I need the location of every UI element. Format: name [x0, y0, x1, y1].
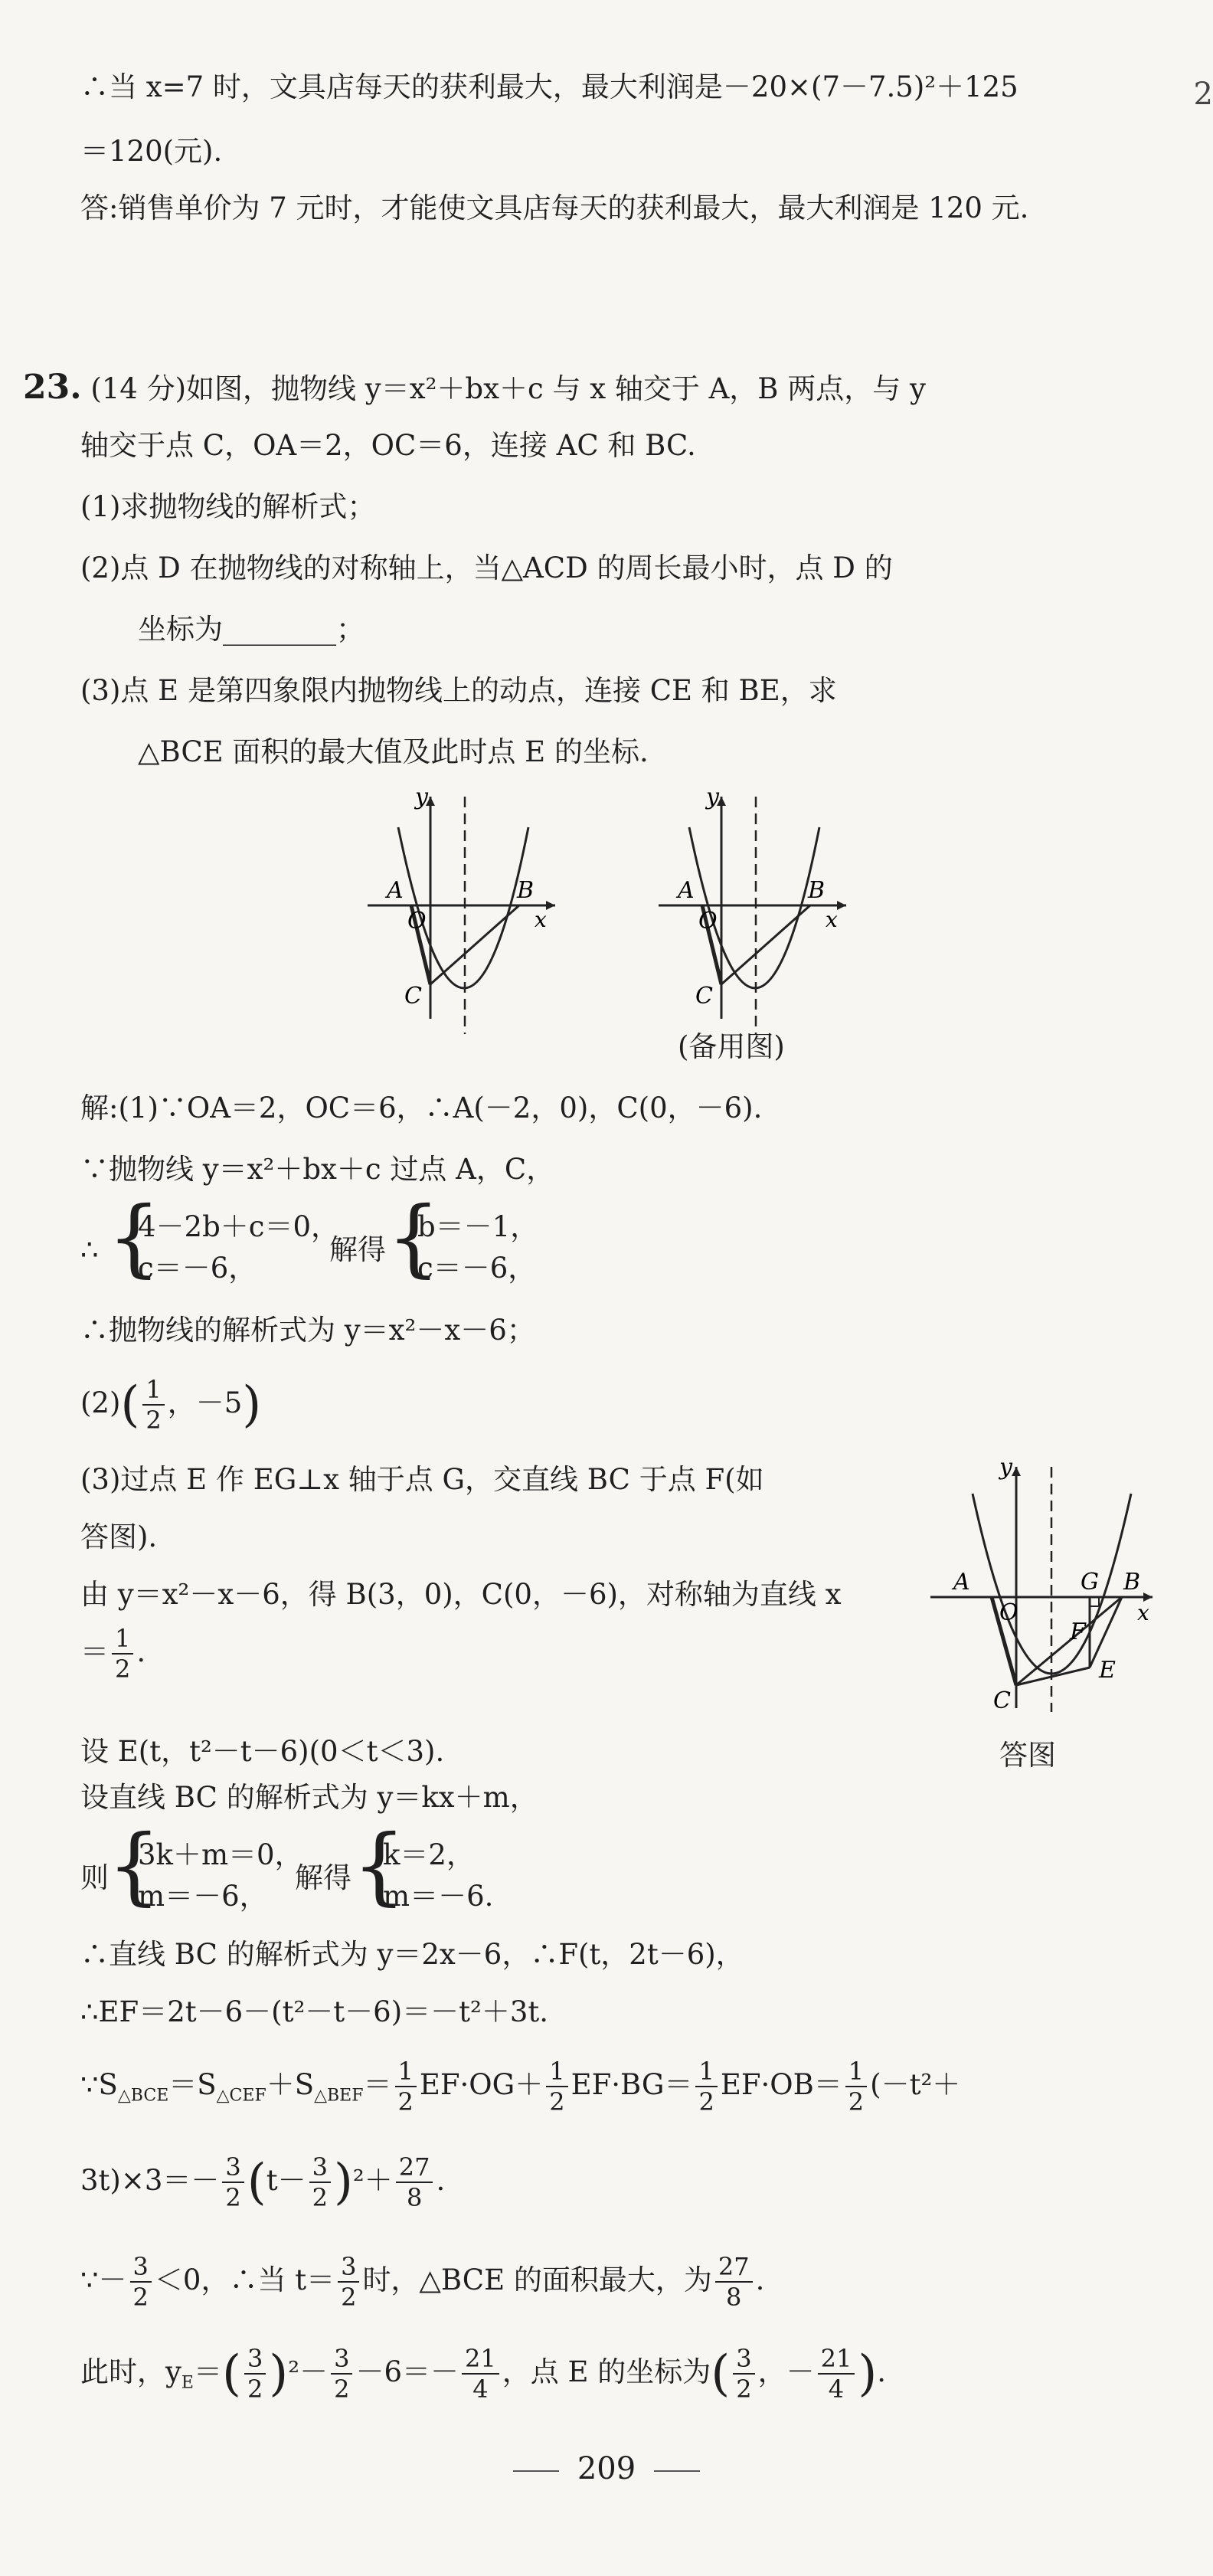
- fig2-A-label: A: [678, 877, 695, 904]
- fig2-y-label: y: [706, 784, 719, 810]
- fig3-y-label: y: [999, 1455, 1012, 1481]
- solve-word-1: 解得: [329, 1233, 386, 1266]
- sol-3e: 设 E(t，t²－t－6)(0＜t＜3).: [80, 1735, 445, 1768]
- fig3-C-label: C: [993, 1687, 1011, 1714]
- sol-1: 解:(1)∵OA＝2，OC＝6，∴A(－2，0)，C(0，－6).: [80, 1092, 763, 1124]
- sys2-sol2: m＝－6.: [383, 1879, 494, 1913]
- figure-main: [360, 781, 559, 1034]
- figure-spare: [651, 781, 850, 1034]
- fig2-C-label: C: [695, 983, 713, 1010]
- sys1-sol1: b＝－1，: [417, 1210, 539, 1243]
- question-3: (3)点 E 是第四象限内抛物线上的动点，连接 CE 和 BE，求: [80, 674, 837, 707]
- fig3-F-label: F: [1070, 1619, 1086, 1645]
- system-2: [138, 1835, 303, 1916]
- sys1-sol2: c＝－6，: [417, 1251, 537, 1285]
- sol-3j: 3t)×3＝－ $\frac{3}{2}$ (t－ $\frac{3}{2}$ )²＋ $\frac{27}{8}$ .: [80, 2152, 446, 2213]
- problem-stem-2: 轴交于点 C，OA＝2，OC＝6，连接 AC 和 BC.: [80, 429, 696, 462]
- sol-parabola: ∴抛物线的解析式为 y＝x²－x－6；: [80, 1314, 535, 1347]
- fig3-x-label: x: [1137, 1600, 1149, 1625]
- fig3-O-label: O: [999, 1599, 1018, 1626]
- therefore-sign: ∴: [80, 1233, 99, 1266]
- fig1-C-label: C: [404, 983, 422, 1010]
- sys2-sol1: k＝2，: [383, 1838, 475, 1871]
- sol-3a: (3)过点 E 作 EG⊥x 轴于点 G，交直线 BC 于点 F(如: [80, 1463, 764, 1496]
- caption-answer: 答图: [999, 1739, 1056, 1772]
- fig3-G-label: G: [1081, 1569, 1099, 1596]
- sol-3k: ∵－ $\frac{3}{2}$ ＜0，∴当 t＝ $\frac{3}{2}$ 时，△BCE 的面积最大，为 $\frac{27}{8}$ .: [80, 2252, 765, 2313]
- question-2-blank: 坐标为________；: [138, 613, 365, 646]
- solve-word-2: 解得: [295, 1861, 351, 1894]
- sol-3d: ＝ $\frac{1}{2}$ .: [80, 1624, 146, 1684]
- figure-answer: [930, 1455, 1160, 1716]
- sys2-eq1: 3k＋m＝0，: [138, 1838, 303, 1871]
- sys1-eq1: 4－2b＋c＝0，: [138, 1210, 340, 1243]
- then-word: 则: [80, 1861, 109, 1894]
- system-1-solution: [417, 1206, 538, 1288]
- prev-line-2: ＝120(元).: [80, 135, 223, 168]
- question-1: (1)求抛物线的解析式；: [80, 490, 376, 523]
- sol-2: ∵抛物线 y＝x²＋bx＋c 过点 A，C，: [80, 1153, 555, 1186]
- fig1-x-label: x: [535, 907, 547, 932]
- sol-3c: 由 y＝x²－x－6，得 B(3，0)，C(0，－6)，对称轴为直线 x: [80, 1578, 842, 1611]
- sol-3i: $\because S_{\triangle BCE}=S_{\triangle CEF}+S_{\triangle BEF}=$ $\frac{1}{2}$ EF·OG＋ $\frac{1}{2}$ EF·BG＝ $\frac{1}{2}$ EF·OB＝ $\frac{1}{2}$ (－t²＋: [80, 2057, 961, 2117]
- fig1-A-label: A: [387, 877, 404, 904]
- frac-half: $\frac{1}{2}$: [142, 1375, 164, 1435]
- system-2-solution: [383, 1835, 493, 1916]
- caption-spare: (备用图): [678, 1030, 785, 1063]
- fig1-y-label: y: [415, 784, 428, 810]
- sol-3b: 答图).: [80, 1520, 158, 1553]
- page-number: [0, 2451, 1213, 2486]
- problem-stem-1: (14 分)如图，抛物线 y＝x²＋bx＋c 与 x 轴交于 A，B 两点，与 y: [90, 372, 926, 405]
- fig3-A-label: A: [953, 1569, 970, 1596]
- prev-answer: 答:销售单价为 7 元时，才能使文具店每天的获利最大，最大利润是 120 元.: [80, 191, 1029, 224]
- problem-number: 23.: [23, 368, 82, 407]
- sol-3f: 设直线 BC 的解析式为 y＝kx＋m，: [80, 1781, 538, 1814]
- fig1-B-label: B: [517, 877, 535, 904]
- fig3-E-label: E: [1099, 1657, 1116, 1684]
- system-1: [138, 1206, 339, 1288]
- fig2-B-label: B: [808, 877, 826, 904]
- question-2: (2)点 D 在抛物线的对称轴上，当△ACD 的周长最小时，点 D 的: [80, 552, 893, 584]
- fig2-x-label: x: [826, 907, 838, 932]
- fig2-O-label: O: [698, 908, 718, 934]
- sys1-eq2: c＝－6，: [138, 1251, 257, 1285]
- answer-2: (2)( $\frac{1}{2}$ ，－5): [80, 1375, 262, 1435]
- edge-fragment: 2: [1193, 77, 1213, 112]
- sol-3g: ∴直线 BC 的解析式为 y＝2x－6，∴F(t，2t－6)，: [80, 1938, 744, 1971]
- sol-3h: ∴EF＝2t－6－(t²－t－6)＝－t²＋3t.: [80, 1995, 549, 2028]
- fig1-O-label: O: [407, 908, 427, 934]
- page-number-text: 209: [577, 2451, 636, 2486]
- fig3-B-label: B: [1123, 1569, 1141, 1596]
- prev-line-1: ∴当 x=7 时，文具店每天的获利最大，最大利润是－20×(7－7.5)²＋125: [80, 70, 1018, 103]
- problem-23: [23, 368, 926, 408]
- question-3-cont: △BCE 面积的最大值及此时点 E 的坐标.: [138, 735, 649, 768]
- sol-3l: 此时，$y_E=$( $\frac{3}{2}$ )²－ $\frac{3}{2}$ －6＝－ $\frac{21}{4}$ ，点 E 的坐标为( $\frac{3}{2}$ ，－ $\frac{21}{4}$ ).: [80, 2344, 887, 2404]
- sys2-eq2: m＝－6，: [138, 1879, 268, 1913]
